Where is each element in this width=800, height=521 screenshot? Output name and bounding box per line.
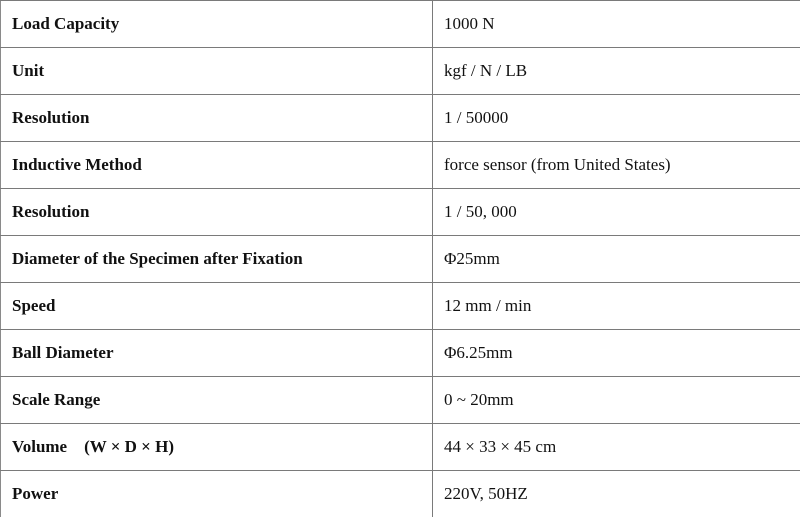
spec-label: Resolution xyxy=(1,189,433,236)
spec-value: 1 / 50, 000 xyxy=(433,189,800,236)
table-row xyxy=(1,424,800,471)
table-row xyxy=(1,236,800,283)
table-row xyxy=(1,189,800,236)
spec-value: Φ6.25mm xyxy=(433,330,800,377)
table-row xyxy=(1,330,800,377)
table-row xyxy=(1,48,800,95)
spec-value: Φ25mm xyxy=(433,236,800,283)
spec-value: 1 / 50000 xyxy=(433,95,800,142)
spec-label: Speed xyxy=(1,283,433,330)
table-row xyxy=(1,471,800,518)
table-row xyxy=(1,95,800,142)
spec-value: force sensor (from United States) xyxy=(433,142,800,189)
spec-value: 0 ~ 20mm xyxy=(433,377,800,424)
spec-value: 12 mm / min xyxy=(433,283,800,330)
spec-label: Scale Range xyxy=(1,377,433,424)
spec-value: 1000 N xyxy=(433,1,800,48)
spec-label: Volume (W × D × H) xyxy=(1,424,433,471)
table-row xyxy=(1,377,800,424)
spec-label: Unit xyxy=(1,48,433,95)
spec-label: Load Capacity xyxy=(1,1,433,48)
spec-label: Power xyxy=(1,471,433,518)
spec-label: Ball Diameter xyxy=(1,330,433,377)
table-row xyxy=(1,142,800,189)
spec-value: 44 × 33 × 45 cm xyxy=(433,424,800,471)
table-row xyxy=(1,283,800,330)
table-row xyxy=(1,1,800,48)
spec-label: Diameter of the Specimen after Fixation xyxy=(1,236,433,283)
spec-value: 220V, 50HZ xyxy=(433,471,800,518)
spec-value: kgf / N / LB xyxy=(433,48,800,95)
spec-label: Resolution xyxy=(1,95,433,142)
spec-label: Inductive Method xyxy=(1,142,433,189)
